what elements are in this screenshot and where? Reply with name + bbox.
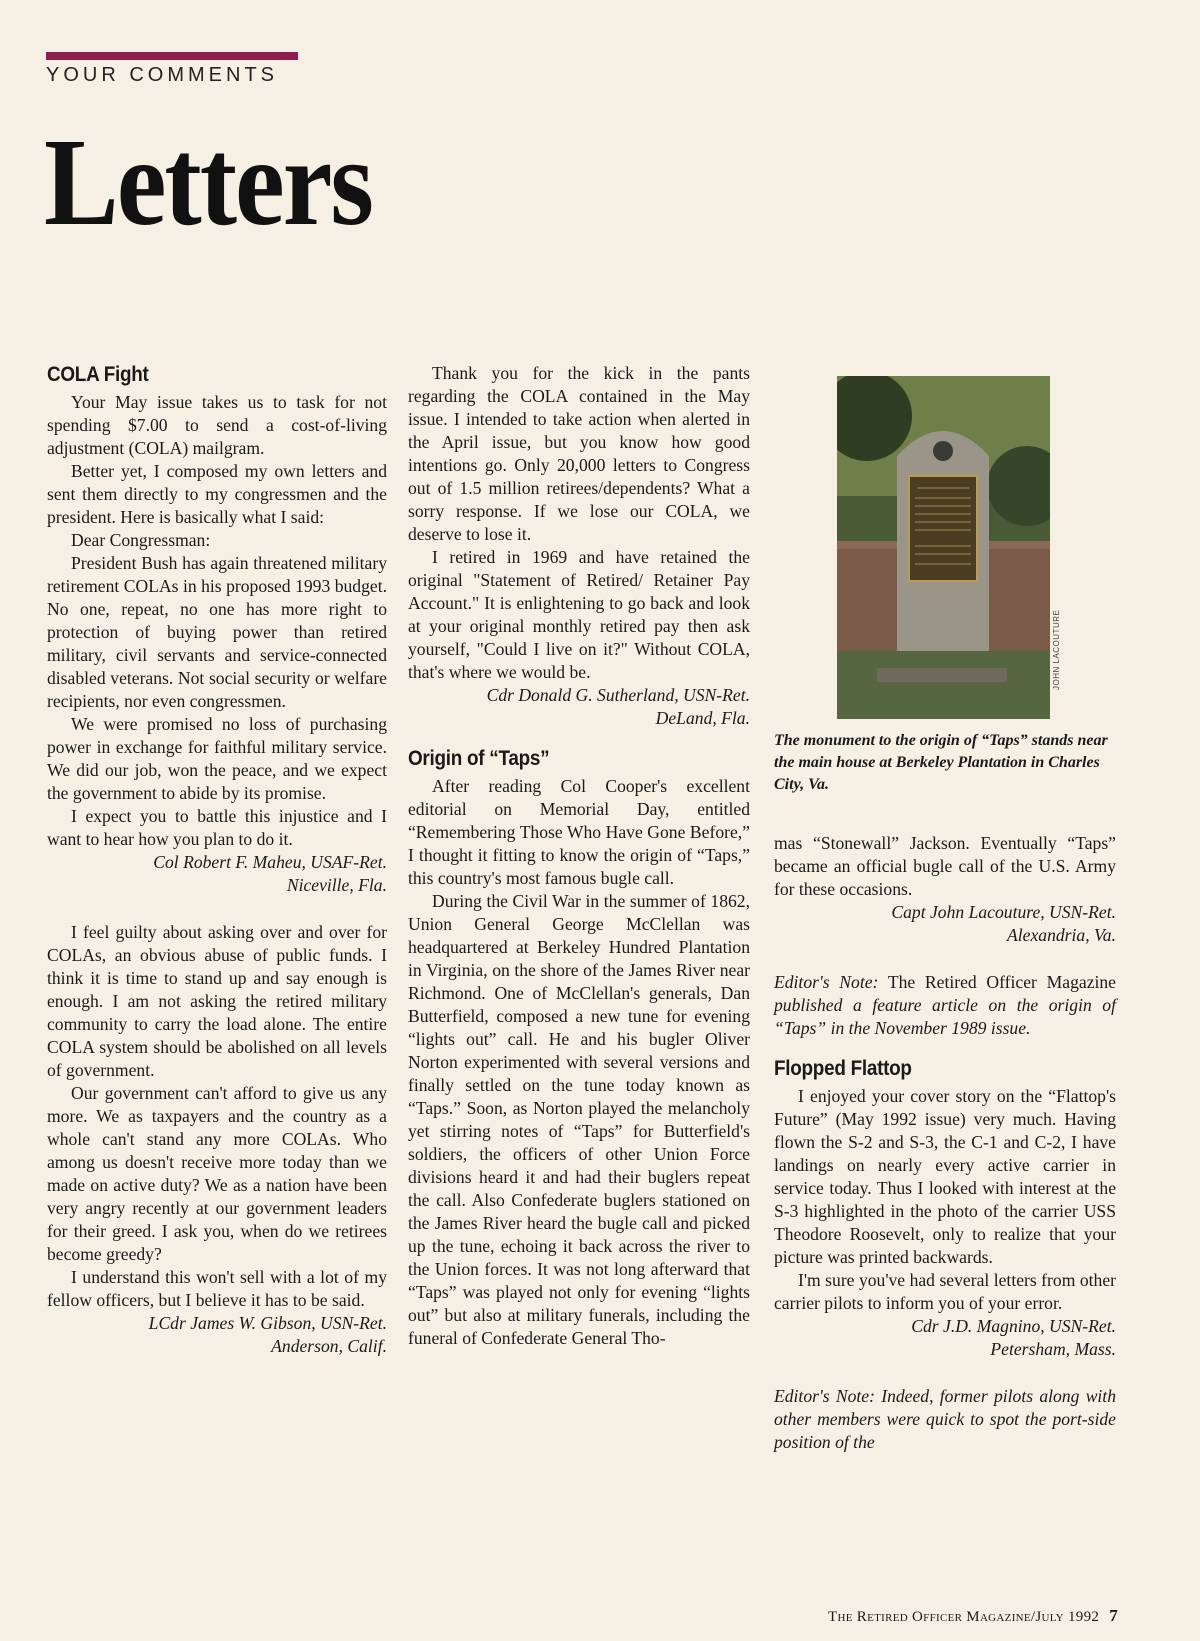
monument-photo-illustration (837, 376, 1050, 719)
paragraph: Dear Congressman: (71, 530, 211, 550)
signature (47, 1312, 387, 1358)
signature (774, 1315, 1116, 1361)
paragraph: I feel guilty about asking over and over for COLAs, an obvious abuse of public funds. I think it is time to stand up and say enough is enough. I am not asking the retired military community to carry the load alone. The entire COLA system should be abolished on all levels of government. (47, 922, 387, 1080)
paragraph: We were promised no loss of purchasing power in exchange for faithful military service. We did our job, won the peace, and we expect the government to abide by its promise. (47, 714, 387, 803)
photo-credit: JOHN LACOUTURE (1052, 609, 1061, 690)
signature-name: Col Robert F. Maheu, USAF-Ret. (153, 852, 387, 872)
paragraph: Our government can't afford to give us any more. We as taxpayers and the country as a whole can't stand any more COLAs. Who among us doesn't receive more today than we made on active duty? We as a nation have been very angry recently at our government leaders for their greed. I ask you, when do we retirees become greedy? (47, 1083, 387, 1264)
column-1 (47, 362, 387, 1358)
photo-caption: The monument to the origin of “Taps” stands near the main house at Berkeley Plantation in Charles City, Va. (774, 732, 1108, 793)
signature-name: LCdr James W. Gibson, USN-Ret. (148, 1313, 387, 1333)
page-footer (828, 1606, 1118, 1626)
column-2 (408, 362, 750, 1350)
paragraph: Thank you for the kick in the pants regarding the COLA contained in the May issue. I intended to take action when alerted in the April issue, but you know how good intentions go. Only 20,000 letters to Congress out of 1.5 million retirees/dependents? What a sorry response. If we lose our COLA, we deserve to lose it. (408, 363, 750, 544)
signature-name: Cdr Donald G. Sutherland, USN-Ret. (486, 685, 750, 705)
paragraph: After reading Col Cooper's excellent editorial on Memorial Day, entitled “Remembering Those Who Have Gone Before,” I thought it fitting to know the origin of “Taps,” this country's most famous bugle call. (408, 776, 750, 888)
signature (408, 684, 750, 730)
paragraph: I retired in 1969 and have retained the original "Statement of Retired/ Retainer Pay Account." It is enlightening to go back and look at your original monthly retired pay then ask yourself, "Could I live on it?" Without COLA, that's where we would be. (408, 547, 750, 682)
signature-place: Niceville, Fla. (286, 875, 387, 895)
paragraph: Better yet, I composed my own letters and sent them directly to my congressmen and the president. Here is basically what I said: (47, 461, 387, 527)
signature-place: Alexandria, Va. (1007, 925, 1116, 945)
section-accent-bar (46, 52, 298, 60)
paragraph: Your May issue takes us to task for not spending $7.00 to send a cost-of-living adjustment (COLA) mailgram. (47, 392, 387, 458)
paragraph: President Bush has again threatened military retirement COLAs in his proposed 1993 budget. No one, repeat, no one has more right to protection of buying power than retired military, civil servants and service-connected disabled veterans. Not social security or welfare recipients, nor even congressmen. (47, 553, 387, 711)
paragraph: I enjoyed your cover story on the “Flattop's Future” (May 1992 issue) very much. Having flown the S-2 and S-3, the C-1 and C-2, I have landings on nearly every active carrier in service today. Thus I looked with interest at the S-3 highlighted in the photo of the carrier USS Theodore Roosevelt, only to realize that your picture was printed backwards. (774, 1086, 1116, 1267)
headline-cola-fight: COLA Fight (47, 363, 149, 386)
signature-place: DeLand, Fla. (655, 708, 750, 728)
paragraph: I expect you to battle this injustice and I want to hear how you plan to do it. (47, 806, 387, 849)
signature-name: Capt John Lacouture, USN-Ret. (891, 902, 1116, 922)
monument-photo (837, 376, 1050, 719)
footer-publication: The Retired Officer Magazine/July 1992 (828, 1609, 1100, 1625)
page-number: 7 (1109, 1606, 1118, 1625)
editors-note-2: Editor's Note: Indeed, former pilots along with other members were quick to spot the port-side position of the (774, 1386, 1116, 1452)
page-title: Letters (44, 113, 373, 253)
section-label: YOUR COMMENTS (46, 64, 278, 86)
signature-place: Anderson, Calif. (271, 1336, 387, 1356)
signature (774, 901, 1116, 947)
column-3 (774, 832, 1116, 1454)
magazine-name: The Retired Officer Magazine (887, 972, 1116, 992)
signature-name: Cdr J.D. Magnino, USN-Ret. (911, 1316, 1116, 1336)
editors-note (774, 971, 1116, 1040)
editors-note-label: Editor's Note: (774, 972, 879, 992)
paragraph: mas “Stonewall” Jackson. Eventually “Taps” became an official bugle call of the U.S. Army for these occasions. (774, 833, 1116, 899)
paragraph: During the Civil War in the summer of 1862, Union General George McClellan was headquartered at Berkeley Hundred Plantation in Virginia, on the shore of the James River near Richmond. One of McClellan's generals, Dan Butterfield, composed a new tune for evening “lights out” call. He and his bugler Oliver Norton experimented with several versions and finally settled on the tune today known as “Taps.” Soon, as Norton played the melancholy yet stirring notes of “Taps” for Butterfield's soldiers, the officers of other Union Force divisions heard it and had their buglers repeat the call. Also Confederate buglers stationed on the James River heard the bugle call and picked up the tune, echoing it back across the river to the Union forces. It was not long afterward that “Taps” was played not only for evening “lights out” but also at military funerals, including the funeral of Confederate General Tho- (408, 891, 750, 1348)
paragraph: I'm sure you've had several letters from other carrier pilots to inform you of your error. (774, 1270, 1116, 1313)
signature-place: Petersham, Mass. (990, 1339, 1116, 1359)
signature (47, 851, 387, 897)
paragraph: I understand this won't sell with a lot of my fellow officers, but I believe it has to be said. (47, 1267, 387, 1310)
headline-flopped-flattop: Flopped Flattop (774, 1057, 912, 1080)
editors-note-text: published a feature article on the origin of “Taps” in the November 1989 issue. (774, 995, 1116, 1038)
headline-origin-of-taps: Origin of “Taps” (408, 747, 550, 770)
